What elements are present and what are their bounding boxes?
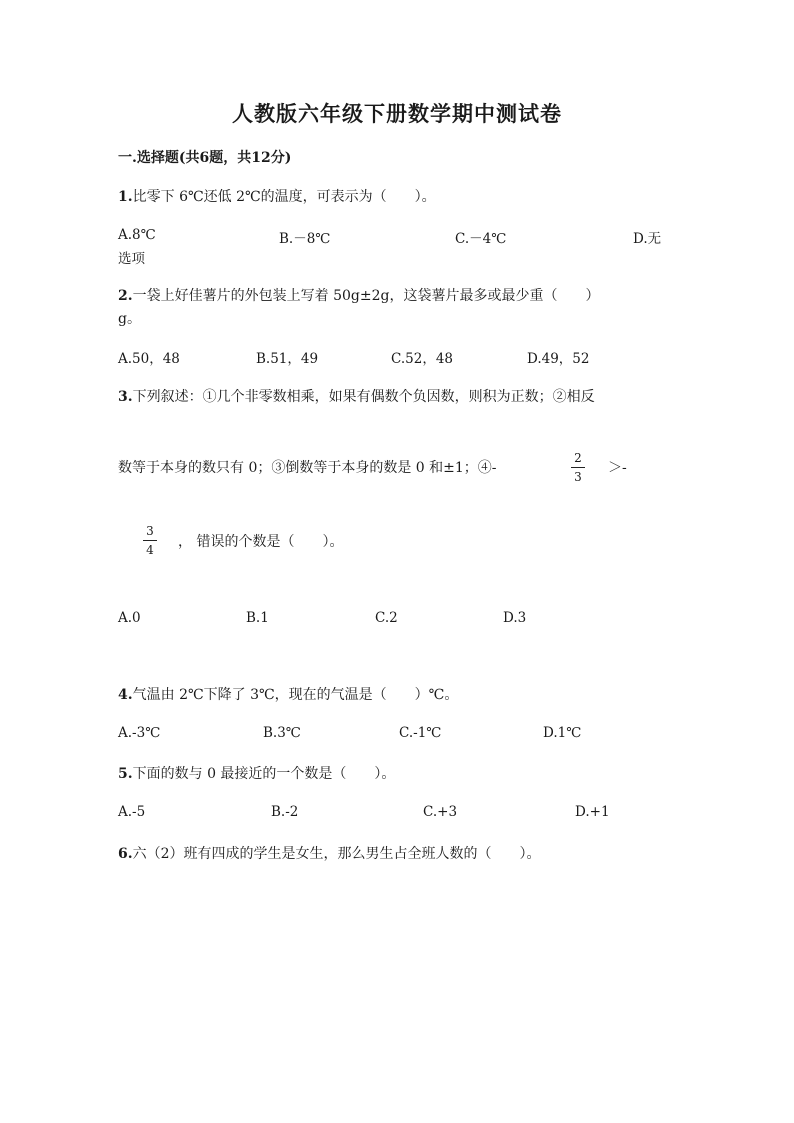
fraction-three-quarters [143, 524, 157, 557]
question-3-comparison: ＞- [608, 460, 627, 476]
question-text: 下面的数与 0 最接近的一个数是（ ）。 [132, 766, 396, 782]
q2-option-d: D.49，52 [527, 351, 590, 367]
q3-option-a: A.0 [118, 610, 141, 626]
section-heading: 一.选择题(共6题，共12分) [118, 150, 292, 166]
question-6 [118, 843, 541, 863]
q4-option-a: A.-3℃ [118, 725, 161, 741]
fraction-denominator: 3 [574, 470, 582, 484]
question-3-line2: 数等于本身的数只有 0；③倒数等于本身的数是 0 和±1；④- [118, 460, 497, 476]
q5-option-b: B.-2 [271, 804, 299, 820]
fraction-two-thirds [571, 451, 585, 484]
question-text: 下列叙述：①几个非零数相乘，如果有偶数个负因数，则积为正数；②相反 [132, 389, 595, 405]
fraction-numerator: 2 [574, 451, 582, 465]
fraction-denominator: 4 [146, 543, 154, 557]
q2-option-a: A.50，48 [118, 351, 180, 367]
page-title: 人教版六年级下册数学期中测试卷 [232, 101, 562, 126]
q3-option-c: C.2 [375, 610, 398, 626]
q5-option-c: C.+3 [423, 804, 458, 820]
question-number: 3. [118, 389, 133, 405]
q5-option-a: A.-5 [118, 804, 146, 820]
fraction-numerator: 3 [146, 524, 154, 538]
question-text: 一袋上好佳薯片的外包装上写着 50g±2g，这袋薯片最多或最少重（ ） [132, 288, 600, 304]
question-text: 比零下 6℃还低 2℃的温度，可表示为（ ）。 [132, 189, 436, 205]
q4-option-c: C.-1℃ [399, 725, 442, 741]
question-5 [118, 763, 395, 783]
question-text: 气温由 2℃下降了 3℃，现在的气温是（ ）℃。 [132, 687, 459, 703]
q2-option-b: B.51，49 [256, 351, 319, 367]
question-text: 六（2）班有四成的学生是女生，那么男生占全班人数的（ ）。 [132, 846, 541, 862]
q3-option-b: B.1 [246, 610, 269, 626]
q2-option-c: C.52，48 [391, 351, 453, 367]
question-3 [118, 386, 595, 406]
q5-option-d: D.+1 [575, 804, 610, 820]
q4-option-b: B.3℃ [263, 725, 301, 741]
q1-option-d-wrap: 选项 [118, 251, 145, 267]
question-number: 4. [118, 687, 133, 703]
q1-option-c: C.－4℃ [455, 231, 507, 247]
question-number: 2. [118, 288, 133, 304]
q4-option-d: D.1℃ [543, 725, 582, 741]
question-1 [118, 186, 436, 206]
question-number: 6. [118, 846, 133, 862]
question-3-line3: ， 错误的个数是（ ）。 [178, 534, 344, 550]
question-2 [118, 285, 599, 305]
q1-option-d: D.无 [633, 231, 662, 247]
q3-option-d: D.3 [503, 610, 527, 626]
question-4 [118, 684, 458, 704]
q1-option-b: B.－8℃ [279, 231, 331, 247]
question-number: 1. [118, 189, 133, 205]
q1-option-a: A.8℃ [118, 227, 156, 243]
question-2-line2: g。 [118, 311, 141, 327]
question-number: 5. [118, 766, 133, 782]
